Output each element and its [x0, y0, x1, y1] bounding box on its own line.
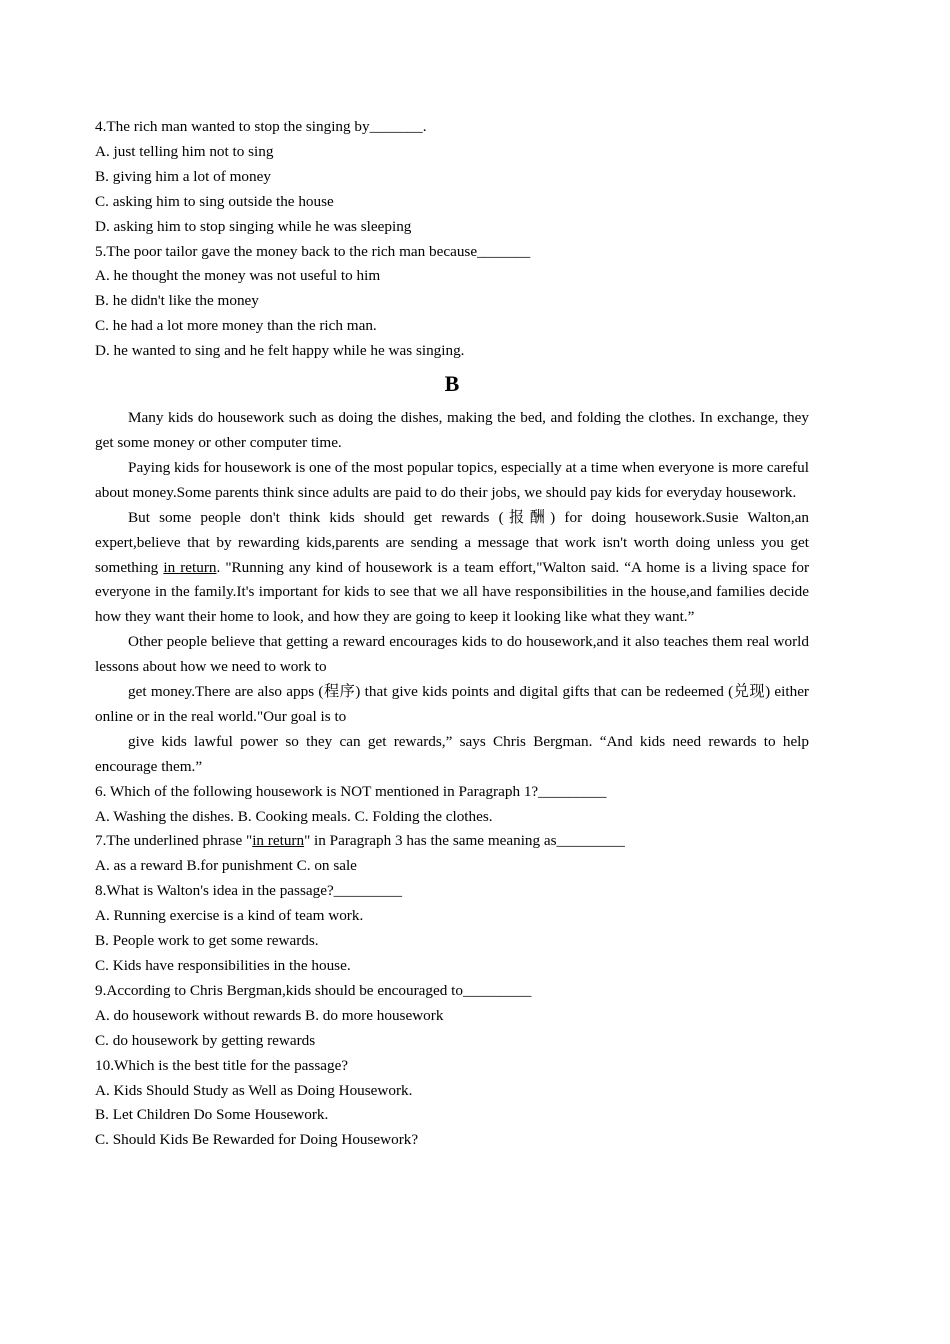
question-stem: 6. Which of the following housework is NOT mentioned in Paragraph 1?_________: [95, 782, 607, 800]
option-a: A. Running exercise is a kind of team work.: [95, 907, 364, 925]
question-stem: 10.Which is the best title for the passage?: [95, 1056, 349, 1074]
option-b: B. People work to get some rewards.: [95, 932, 319, 950]
question-4: [95, 115, 809, 240]
stem-text: " in Paragraph 3 has the same meaning as_________: [304, 832, 625, 850]
option-c: C. Should Kids Be Rewarded for Doing Housework?: [95, 1131, 419, 1149]
question-8: [95, 879, 809, 979]
option-b: B. Let Children Do Some Housework.: [95, 1106, 329, 1124]
question-6: [95, 780, 809, 830]
passage-paragraph-4c: give kids lawful power so they can get rewards,” says Chris Bergman. “And kids need rewards to help encourage them.”: [95, 732, 809, 775]
paragraph-text: . "Running any kind of housework is a team effort,"Walton said. “A home is a living space for everyone in the family.It's important for kids to see that we all have responsibilities in the house,and families decide how they want their home to look, and how they are going to keep it looking like what they want.”: [95, 558, 809, 626]
paragraph-text: But some people don't think kids should get rewards (报酬) for doing housework.Susie Walton,an expert,believe that by rewarding kids,parents are sending a message that work isn't worth doing unless you get something: [95, 508, 809, 576]
underlined-phrase: in return: [163, 558, 217, 576]
passage-paragraph-2: Paying kids for housework is one of the most popular topics, especially at a time when everyone is more careful about money.Some parents think since adults are paid to do their jobs, we should pay kids for everyday housework.: [95, 458, 809, 501]
option-c: C. do housework by getting rewards: [95, 1031, 316, 1049]
section-b-title: B: [444, 371, 460, 397]
option-c: C. Kids have responsibilities in the house.: [95, 957, 351, 974]
question-9: [95, 979, 809, 1054]
question-stem: 9.According to Chris Bergman,kids should be encouraged to_________: [95, 981, 532, 999]
passage-paragraph-1: Many kids do housework such as doing the dishes, making the bed, and folding the clothes. In exchange, they get some money or other computer time.: [95, 409, 809, 451]
question-stem: 4.The rich man wanted to stop the singing by_______.: [95, 118, 427, 135]
option-a: A. just telling him not to sing: [95, 142, 274, 160]
options-line: A. do housework without rewards B. do more housework: [95, 1006, 444, 1024]
document-page: [95, 115, 809, 1153]
options-line: A. Washing the dishes. B. Cooking meals. C. Folding the clothes.: [95, 807, 493, 825]
option-c: C. asking him to sing outside the house: [95, 192, 334, 210]
question-stem: 5.The poor tailor gave the money back to the rich man because_______: [95, 242, 531, 260]
option-b: B. giving him a lot of money: [95, 167, 271, 185]
passage-paragraph-3: [95, 506, 809, 631]
option-a: A. Kids Should Study as Well as Doing Housework.: [95, 1081, 413, 1099]
option-d: D. asking him to stop singing while he was sleeping: [95, 217, 412, 235]
option-a: A. he thought the money was not useful to him: [95, 267, 381, 285]
option-b: B. he didn't like the money: [95, 292, 259, 310]
option-d: D. he wanted to sing and he felt happy while he was singing.: [95, 342, 465, 360]
underlined-phrase: in return: [252, 832, 305, 850]
passage-paragraph-4b: get money.There are also apps (程序) that give kids points and digital gifts that can be redeemed (兑现) either online or in the real world."Our goal is to: [95, 683, 809, 725]
question-stem: 8.What is Walton's idea in the passage?_________: [95, 882, 403, 900]
options-line: A. as a reward B.for punishment C. on sale: [95, 857, 357, 875]
question-10: [95, 1054, 809, 1154]
option-c: C. he had a lot more money than the rich man.: [95, 317, 377, 335]
stem-text: 7.The underlined phrase ": [95, 832, 253, 850]
passage-paragraph-4a: Other people believe that getting a reward encourages kids to do housework,and it also teaches them real world lessons about how we need to work to: [95, 633, 809, 676]
question-7: [95, 829, 809, 879]
question-5: [95, 240, 809, 365]
question-stem: [95, 829, 809, 854]
